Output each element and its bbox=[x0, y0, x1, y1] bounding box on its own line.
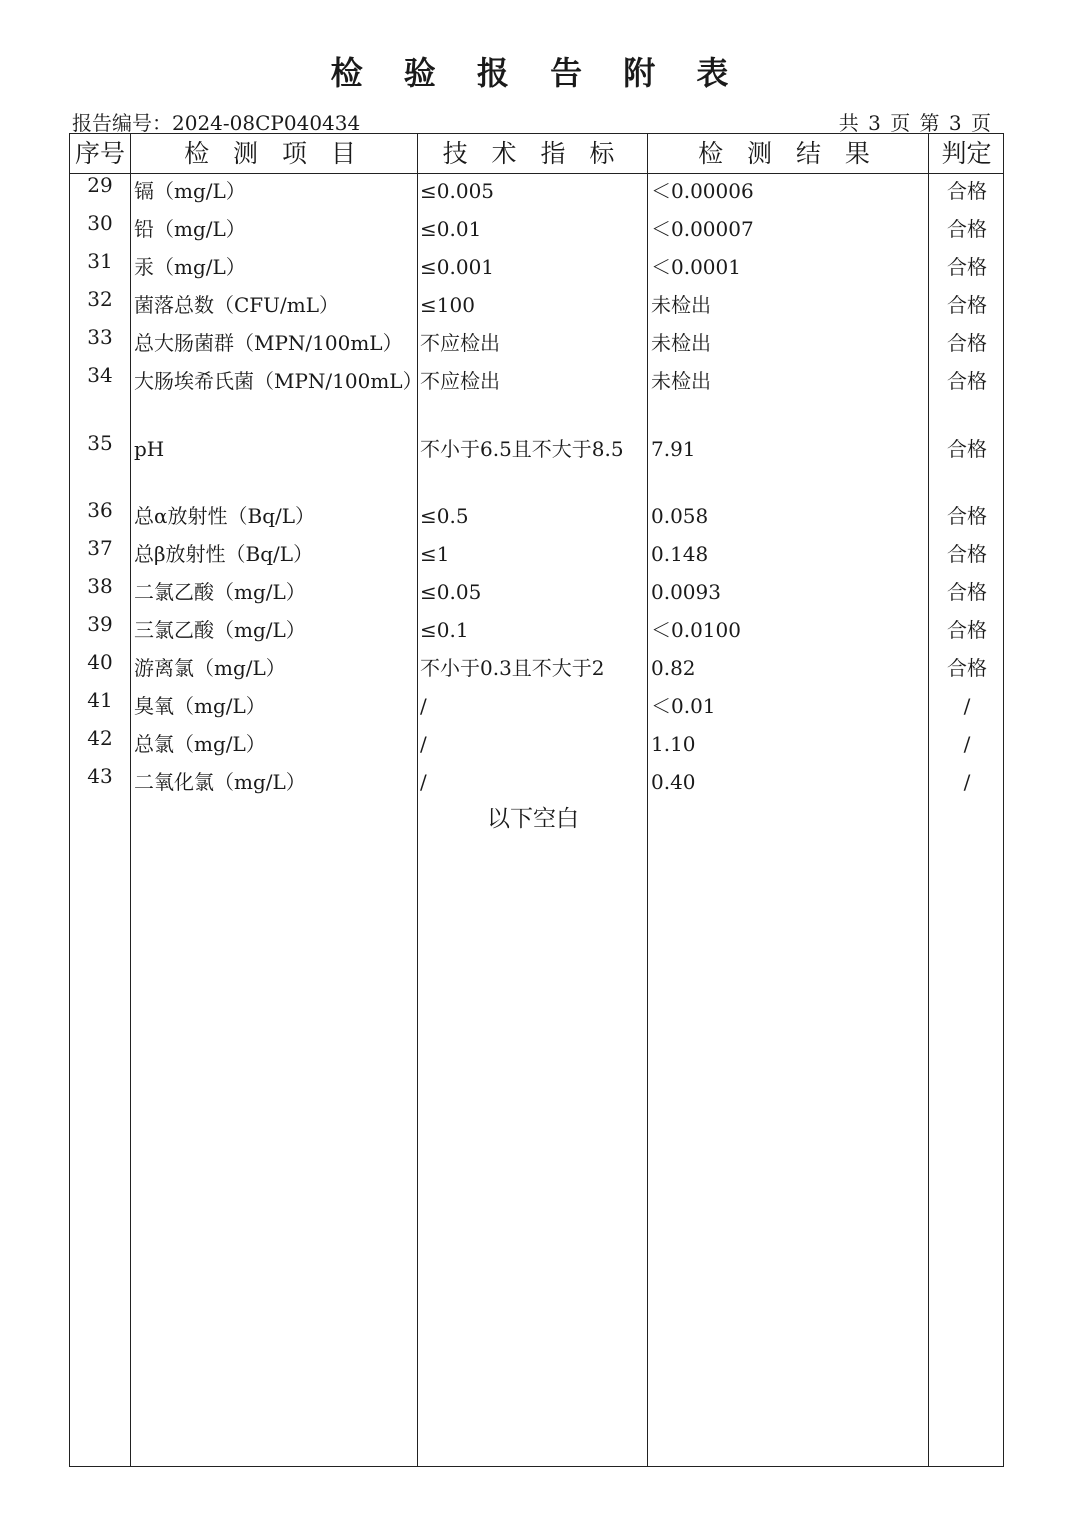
row-result: 0.148 bbox=[651, 542, 709, 566]
row-number: 34 bbox=[87, 363, 113, 387]
row-result: ＜0.0001 bbox=[651, 255, 741, 279]
row-result: 7.91 bbox=[651, 437, 696, 461]
row-judgement: / bbox=[963, 732, 971, 756]
row-item: 二氧化氯（mg/L） bbox=[134, 770, 306, 794]
row-spec: / bbox=[420, 732, 427, 756]
row-number: 42 bbox=[87, 726, 113, 750]
row-number: 41 bbox=[87, 688, 113, 712]
row-judgement: 合格 bbox=[947, 656, 987, 680]
row-result: 未检出 bbox=[651, 293, 711, 317]
row-result: 0.82 bbox=[651, 656, 696, 680]
row-spec: 不应检出 bbox=[420, 369, 500, 393]
row-judgement: 合格 bbox=[947, 504, 987, 528]
row-number: 33 bbox=[87, 325, 113, 349]
row-spec: / bbox=[420, 770, 427, 794]
row-item: 二氯乙酸（mg/L） bbox=[134, 580, 306, 604]
row-spec: ≤0.005 bbox=[420, 179, 495, 203]
header-item: 检 测 项 目 bbox=[184, 139, 364, 168]
row-number: 40 bbox=[87, 650, 113, 674]
row-judgement: 合格 bbox=[947, 437, 987, 461]
row-number: 30 bbox=[87, 211, 113, 235]
row-spec: ≤0.5 bbox=[420, 504, 469, 528]
row-item: 三氯乙酸（mg/L） bbox=[134, 618, 306, 642]
row-item: pH bbox=[134, 437, 165, 461]
column-divider bbox=[928, 133, 929, 1467]
row-spec: ≤0.1 bbox=[420, 618, 469, 642]
row-spec: 不小于6.5且不大于8.5 bbox=[420, 437, 624, 461]
row-item: 镉（mg/L） bbox=[134, 179, 246, 203]
header-no: 序号 bbox=[74, 139, 125, 168]
row-result: 0.0093 bbox=[651, 580, 721, 604]
row-judgement: 合格 bbox=[947, 255, 987, 279]
row-item: 铅（mg/L） bbox=[134, 217, 246, 241]
header-judgement: 判定 bbox=[941, 139, 992, 168]
row-result: ＜0.00007 bbox=[651, 217, 754, 241]
row-result: ＜0.0100 bbox=[651, 618, 741, 642]
row-judgement: 合格 bbox=[947, 217, 987, 241]
row-spec: ≤0.01 bbox=[420, 217, 482, 241]
column-divider bbox=[417, 133, 418, 1467]
row-judgement: 合格 bbox=[947, 542, 987, 566]
row-result: 未检出 bbox=[651, 369, 711, 393]
row-result: 0.40 bbox=[651, 770, 696, 794]
row-judgement: 合格 bbox=[947, 580, 987, 604]
report-title: 检 验 报 告 附 表 bbox=[330, 54, 744, 92]
column-divider bbox=[647, 133, 648, 1467]
row-number: 35 bbox=[87, 431, 113, 455]
row-number: 43 bbox=[87, 764, 113, 788]
header-result: 检 测 结 果 bbox=[698, 139, 878, 168]
row-number: 38 bbox=[87, 574, 113, 598]
row-item: 总大肠菌群（MPN/100mL） bbox=[134, 331, 403, 355]
row-spec: ≤0.05 bbox=[420, 580, 482, 604]
row-item: 总氯（mg/L） bbox=[134, 732, 266, 756]
row-number: 39 bbox=[87, 612, 113, 636]
blank-note: 以下空白 bbox=[487, 806, 579, 832]
row-result: 1.10 bbox=[651, 732, 696, 756]
header-spec: 技 术 指 标 bbox=[442, 139, 623, 168]
row-number: 36 bbox=[87, 498, 113, 522]
row-judgement: 合格 bbox=[947, 331, 987, 355]
row-judgement: / bbox=[963, 694, 971, 718]
row-result: 0.058 bbox=[651, 504, 709, 528]
row-item: 臭氧（mg/L） bbox=[134, 694, 266, 718]
row-item: 大肠埃希氏菌（MPN/100mL） bbox=[134, 369, 423, 393]
row-item: 总α放射性（Bq/L） bbox=[134, 504, 316, 528]
column-divider bbox=[130, 133, 131, 1467]
row-item: 总β放射性（Bq/L） bbox=[134, 542, 314, 566]
row-judgement: 合格 bbox=[947, 618, 987, 642]
row-judgement: 合格 bbox=[947, 293, 987, 317]
row-number: 29 bbox=[87, 173, 113, 197]
row-judgement: / bbox=[963, 770, 971, 794]
row-number: 31 bbox=[87, 249, 113, 273]
row-spec: / bbox=[420, 694, 427, 718]
row-item: 游离氯（mg/L） bbox=[134, 656, 286, 680]
row-result: ＜0.01 bbox=[651, 694, 716, 718]
row-item: 汞（mg/L） bbox=[134, 255, 246, 279]
row-item: 菌落总数（CFU/mL） bbox=[134, 293, 340, 317]
row-judgement: 合格 bbox=[947, 369, 987, 393]
row-spec: 不小于0.3且不大于2 bbox=[420, 656, 605, 680]
row-result: ＜0.00006 bbox=[651, 179, 754, 203]
row-spec: ≤0.001 bbox=[420, 255, 495, 279]
page-info: 共 3 页 第 3 页 bbox=[838, 111, 991, 135]
row-judgement: 合格 bbox=[947, 179, 987, 203]
row-result: 未检出 bbox=[651, 331, 711, 355]
row-spec: 不应检出 bbox=[420, 331, 500, 355]
header-divider bbox=[69, 173, 1004, 174]
row-spec: ≤100 bbox=[420, 293, 475, 317]
row-number: 32 bbox=[87, 287, 113, 311]
row-spec: ≤1 bbox=[420, 542, 450, 566]
report-number: 报告编号：2024-08CP040434 bbox=[72, 111, 361, 135]
row-number: 37 bbox=[87, 536, 113, 560]
